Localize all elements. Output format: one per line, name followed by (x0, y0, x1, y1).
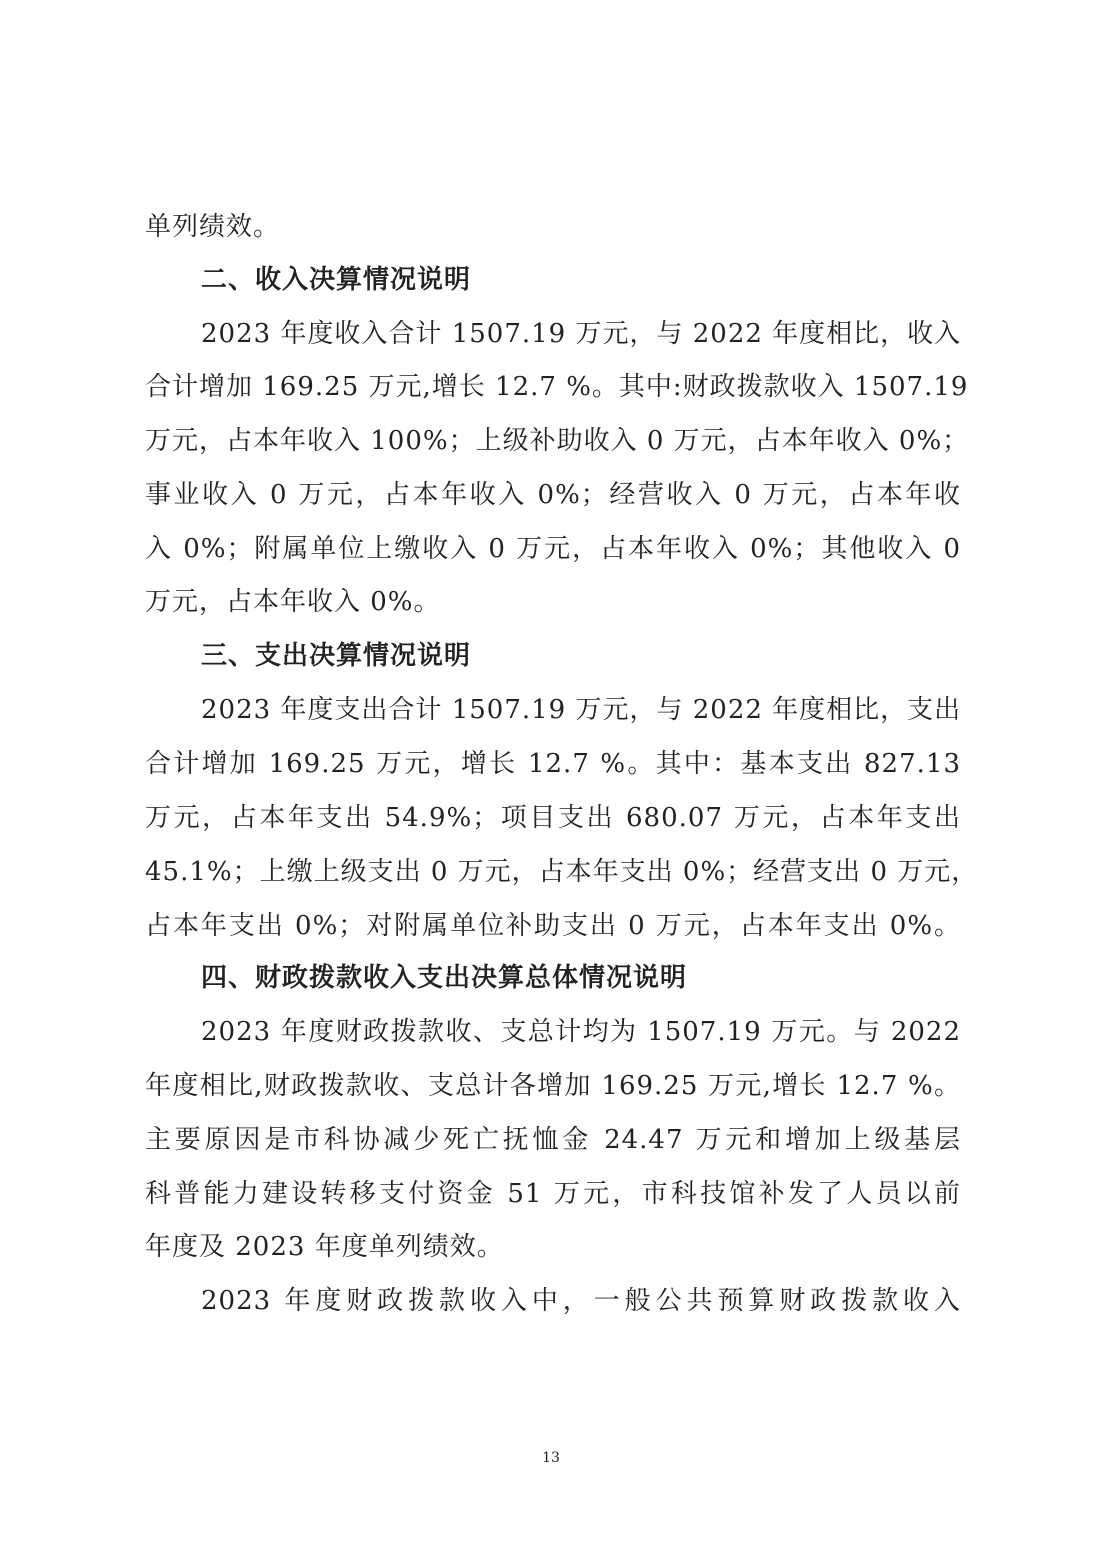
text-line: 万元，占本年支出 54.9%；项目支出 680.07 万元，占本年支出 (145, 803, 961, 833)
text-line: 合计增加 169.25 万元,增长 12.7 %。其中:财政拨款收入 1507.19 (145, 372, 969, 402)
text-line: 万元，占本年收入 0%。 (145, 587, 441, 617)
text-line: 万元，占本年收入 100%；上级补助收入 0 万元，占本年收入 0%； (145, 426, 970, 456)
text-line: 45.1%；上缴上级支出 0 万元，占本年支出 0%；经营支出 0 万元， (145, 857, 979, 887)
text-line: 2023 年度财政拨款收入中，一般公共预算财政拨款收入 (201, 1286, 961, 1316)
text-line: 2023 年度收入合计 1507.19 万元，与 2022 年度相比，收入 (201, 319, 962, 349)
section-heading-fiscal-overview: 四、财政拨款收入支出决算总体情况说明 (201, 963, 688, 993)
text-line: 入 0%；附属单位上缴收入 0 万元，占本年收入 0%；其他收入 0 (145, 534, 961, 564)
text-line: 占本年支出 0%；对附属单位补助支出 0 万元，占本年支出 0%。 (145, 911, 961, 941)
page-number: 13 (542, 1450, 560, 1466)
section-heading-expenditure: 三、支出决算情况说明 (201, 641, 472, 671)
text-line: 事业收入 0 万元，占本年收入 0%；经营收入 0 万元，占本年收 (145, 480, 961, 510)
text-line: 合计增加 169.25 万元，增长 12.7 %。其中：基本支出 827.13 (145, 749, 961, 779)
section-heading-income: 二、收入决算情况说明 (201, 265, 472, 295)
text-line: 主要原因是市科协减少死亡抚恤金 24.47 万元和增加上级基层 (145, 1125, 961, 1155)
text-line: 单列绩效。 (145, 212, 281, 242)
text-line: 2023 年度财政拨款收、支总计均为 1507.19 万元。与 2022 (201, 1017, 961, 1047)
text-line: 2023 年度支出合计 1507.19 万元，与 2022 年度相比，支出 (201, 695, 962, 725)
text-line: 年度及 2023 年度单列绩效。 (145, 1232, 504, 1262)
text-line: 年度相比,财政拨款收、支总计各增加 169.25 万元,增长 12.7 %。 (145, 1071, 961, 1101)
text-line: 科普能力建设转移支付资金 51 万元，市科技馆补发了人员以前 (145, 1179, 961, 1209)
